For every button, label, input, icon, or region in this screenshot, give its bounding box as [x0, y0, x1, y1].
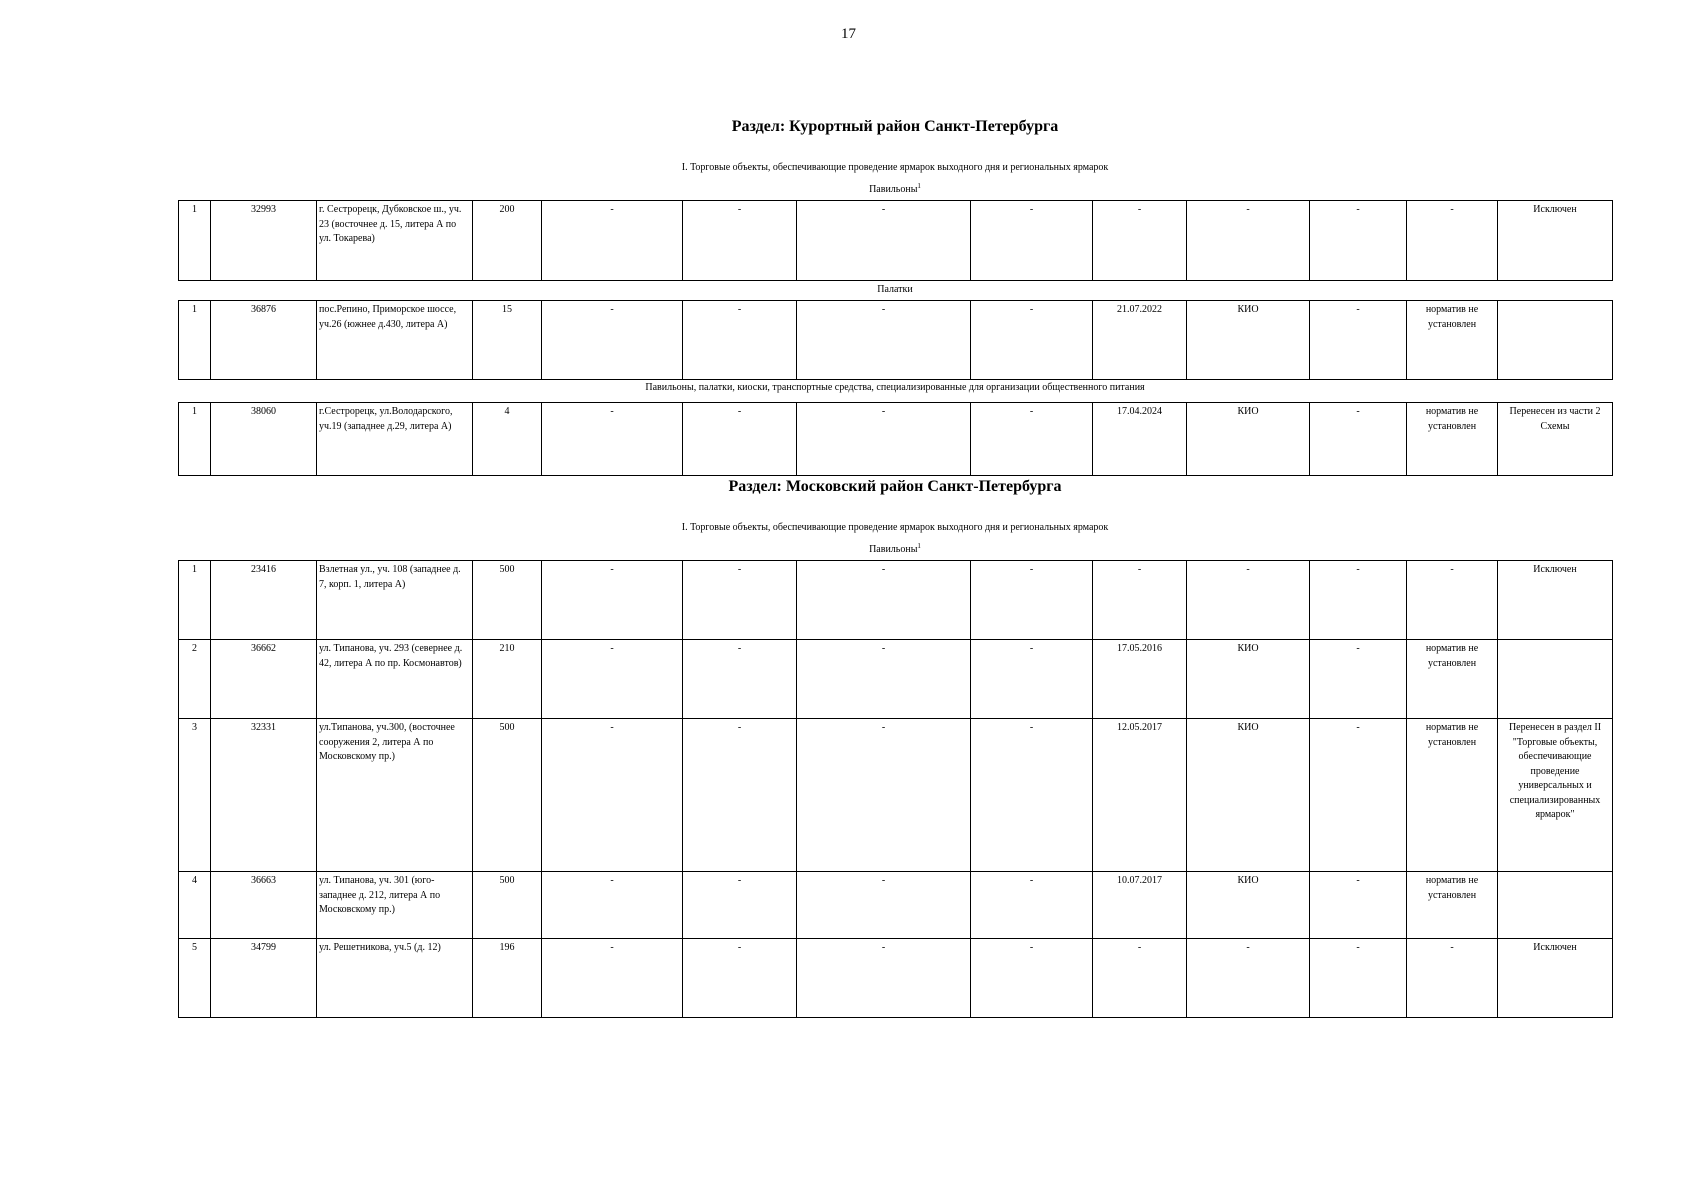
address-cell: ул. Типанова, уч. 301 (юго-западнее д. 212, литера А по Московскому пр.)	[317, 872, 473, 939]
data-table	[178, 200, 1613, 281]
id-cell: 32331	[211, 719, 317, 872]
org-cell: -	[1187, 561, 1310, 640]
col8-cell: -	[971, 561, 1093, 640]
col5-cell: -	[542, 201, 683, 281]
col11-cell: -	[1310, 640, 1407, 719]
norm-cell: норматив не установлен	[1407, 640, 1498, 719]
col6-cell: -	[683, 403, 797, 476]
footnote-mark: 1	[917, 182, 921, 190]
data-table	[178, 560, 1613, 1018]
col11-cell: -	[1310, 403, 1407, 476]
date-cell: -	[1093, 939, 1187, 1018]
area-cell: 4	[473, 403, 542, 476]
table-row	[179, 301, 1613, 380]
col11-cell: -	[1310, 201, 1407, 281]
date-cell: 21.07.2022	[1093, 301, 1187, 380]
col8-cell: -	[971, 872, 1093, 939]
data-table	[178, 402, 1613, 476]
col8-cell: -	[971, 640, 1093, 719]
table-row	[179, 719, 1613, 872]
id-cell: 36663	[211, 872, 317, 939]
note-cell: Исключен	[1498, 939, 1613, 1018]
norm-cell: -	[1407, 201, 1498, 281]
table-row	[179, 872, 1613, 939]
area-cell: 200	[473, 201, 542, 281]
col6-cell: -	[683, 939, 797, 1018]
org-cell: -	[1187, 939, 1310, 1018]
col6-cell: -	[683, 201, 797, 281]
note-cell: Исключен	[1498, 561, 1613, 640]
num-cell: 2	[179, 640, 211, 719]
norm-cell: норматив не установлен	[1407, 403, 1498, 476]
category-heading	[178, 184, 1612, 195]
col7-cell: -	[797, 561, 971, 640]
num-cell: 3	[179, 719, 211, 872]
section-title: Раздел: Московский район Санкт-Петербурга	[728, 478, 1062, 495]
area-cell: 500	[473, 561, 542, 640]
footnote-mark: 1	[917, 542, 921, 550]
address-cell: Взлетная ул., уч. 108 (западнее д. 7, корп. 1, литера А)	[317, 561, 473, 640]
part-heading: I. Торговые объекты, обеспечивающие проведение ярмарок выходного дня и региональных ярмарок	[681, 162, 1109, 173]
col8-cell: -	[971, 939, 1093, 1018]
date-cell: -	[1093, 201, 1187, 281]
note-cell: Исключен	[1498, 201, 1613, 281]
date-cell: -	[1093, 561, 1187, 640]
date-cell: 10.07.2017	[1093, 872, 1187, 939]
col11-cell: -	[1310, 719, 1407, 872]
address-cell: ул.Типанова, уч.300, (восточнее сооружения 2, литера А по Московскому пр.)	[317, 719, 473, 872]
category-heading	[178, 382, 1612, 393]
address-cell: г.Сестрорецк, ул.Володарского, уч.19 (западнее д.29, литера А)	[317, 403, 473, 476]
norm-cell: норматив не установлен	[1407, 719, 1498, 872]
col8-cell: -	[971, 201, 1093, 281]
col6-cell: -	[683, 640, 797, 719]
num-cell: 4	[179, 872, 211, 939]
col8-cell: -	[971, 403, 1093, 476]
col7-cell: -	[797, 640, 971, 719]
org-cell: КИО	[1187, 872, 1310, 939]
area-cell: 196	[473, 939, 542, 1018]
col11-cell: -	[1310, 301, 1407, 380]
date-cell: 12.05.2017	[1093, 719, 1187, 872]
note-cell	[1498, 301, 1613, 380]
id-cell: 34799	[211, 939, 317, 1018]
col6-cell: -	[683, 872, 797, 939]
norm-cell: норматив не установлен	[1407, 301, 1498, 380]
area-cell: 500	[473, 719, 542, 872]
num-cell: 1	[179, 201, 211, 281]
org-cell: -	[1187, 201, 1310, 281]
col7-cell: -	[797, 872, 971, 939]
table-row	[179, 640, 1613, 719]
part-heading: I. Торговые объекты, обеспечивающие проведение ярмарок выходного дня и региональных ярмарок	[681, 522, 1109, 533]
id-cell: 38060	[211, 403, 317, 476]
category-label: Павильоны	[869, 544, 918, 555]
norm-cell: -	[1407, 939, 1498, 1018]
table-row	[179, 939, 1613, 1018]
col11-cell: -	[1310, 872, 1407, 939]
col8-cell: -	[971, 719, 1093, 872]
col5-cell: -	[542, 403, 683, 476]
address-cell: пос.Репино, Приморское шоссе, уч.26 (южнее д.430, литера А)	[317, 301, 473, 380]
col5-cell: -	[542, 872, 683, 939]
col7-cell: -	[797, 939, 971, 1018]
page-number: 17	[841, 26, 856, 42]
id-cell: 23416	[211, 561, 317, 640]
address-cell: ул. Типанова, уч. 293 (севернее д. 42, литера А по пр. Космонавтов)	[317, 640, 473, 719]
col6-cell: -	[683, 719, 797, 872]
col5-cell: -	[542, 719, 683, 872]
col8-cell: -	[971, 301, 1093, 380]
id-cell: 36876	[211, 301, 317, 380]
num-cell: 1	[179, 301, 211, 380]
id-cell: 36662	[211, 640, 317, 719]
note-cell: Перенесен из части 2 Схемы	[1498, 403, 1613, 476]
col7-cell: -	[797, 201, 971, 281]
org-cell: КИО	[1187, 301, 1310, 380]
category-label: Павильоны, палатки, киоски, транспортные средства, специализированные для организации общественного питания	[645, 382, 1145, 393]
category-label: Павильоны	[869, 184, 918, 195]
area-cell: 15	[473, 301, 542, 380]
category-label: Палатки	[877, 284, 913, 295]
org-cell: КИО	[1187, 403, 1310, 476]
col7-cell: -	[797, 301, 971, 380]
col7-cell: -	[797, 719, 971, 872]
num-cell: 5	[179, 939, 211, 1018]
id-cell: 32993	[211, 201, 317, 281]
col5-cell: -	[542, 301, 683, 380]
area-cell: 210	[473, 640, 542, 719]
area-cell: 500	[473, 872, 542, 939]
col5-cell: -	[542, 561, 683, 640]
col11-cell: -	[1310, 939, 1407, 1018]
category-heading	[178, 544, 1612, 555]
note-cell: Перенесен в раздел II "Торговые объекты, обеспечивающие проведение универсальных и специализированных ярмарок"	[1498, 719, 1613, 872]
org-cell: КИО	[1187, 719, 1310, 872]
note-cell	[1498, 640, 1613, 719]
col5-cell: -	[542, 640, 683, 719]
num-cell: 1	[179, 403, 211, 476]
table-row	[179, 403, 1613, 476]
col11-cell: -	[1310, 561, 1407, 640]
address-cell: ул. Решетникова, уч.5 (д. 12)	[317, 939, 473, 1018]
section-title: Раздел: Курортный район Санкт-Петербурга	[731, 118, 1059, 135]
date-cell: 17.05.2016	[1093, 640, 1187, 719]
col5-cell: -	[542, 939, 683, 1018]
category-heading	[178, 284, 1612, 295]
norm-cell: -	[1407, 561, 1498, 640]
num-cell: 1	[179, 561, 211, 640]
org-cell: КИО	[1187, 640, 1310, 719]
date-cell: 17.04.2024	[1093, 403, 1187, 476]
address-cell: г. Сестрорецк, Дубковское ш., уч. 23 (восточнее д. 15, литера А по ул. Токарева)	[317, 201, 473, 281]
col6-cell: -	[683, 301, 797, 380]
table-row	[179, 561, 1613, 640]
table-row	[179, 201, 1613, 281]
col7-cell: -	[797, 403, 971, 476]
norm-cell: норматив не установлен	[1407, 872, 1498, 939]
col6-cell: -	[683, 561, 797, 640]
data-table	[178, 300, 1613, 380]
note-cell	[1498, 872, 1613, 939]
